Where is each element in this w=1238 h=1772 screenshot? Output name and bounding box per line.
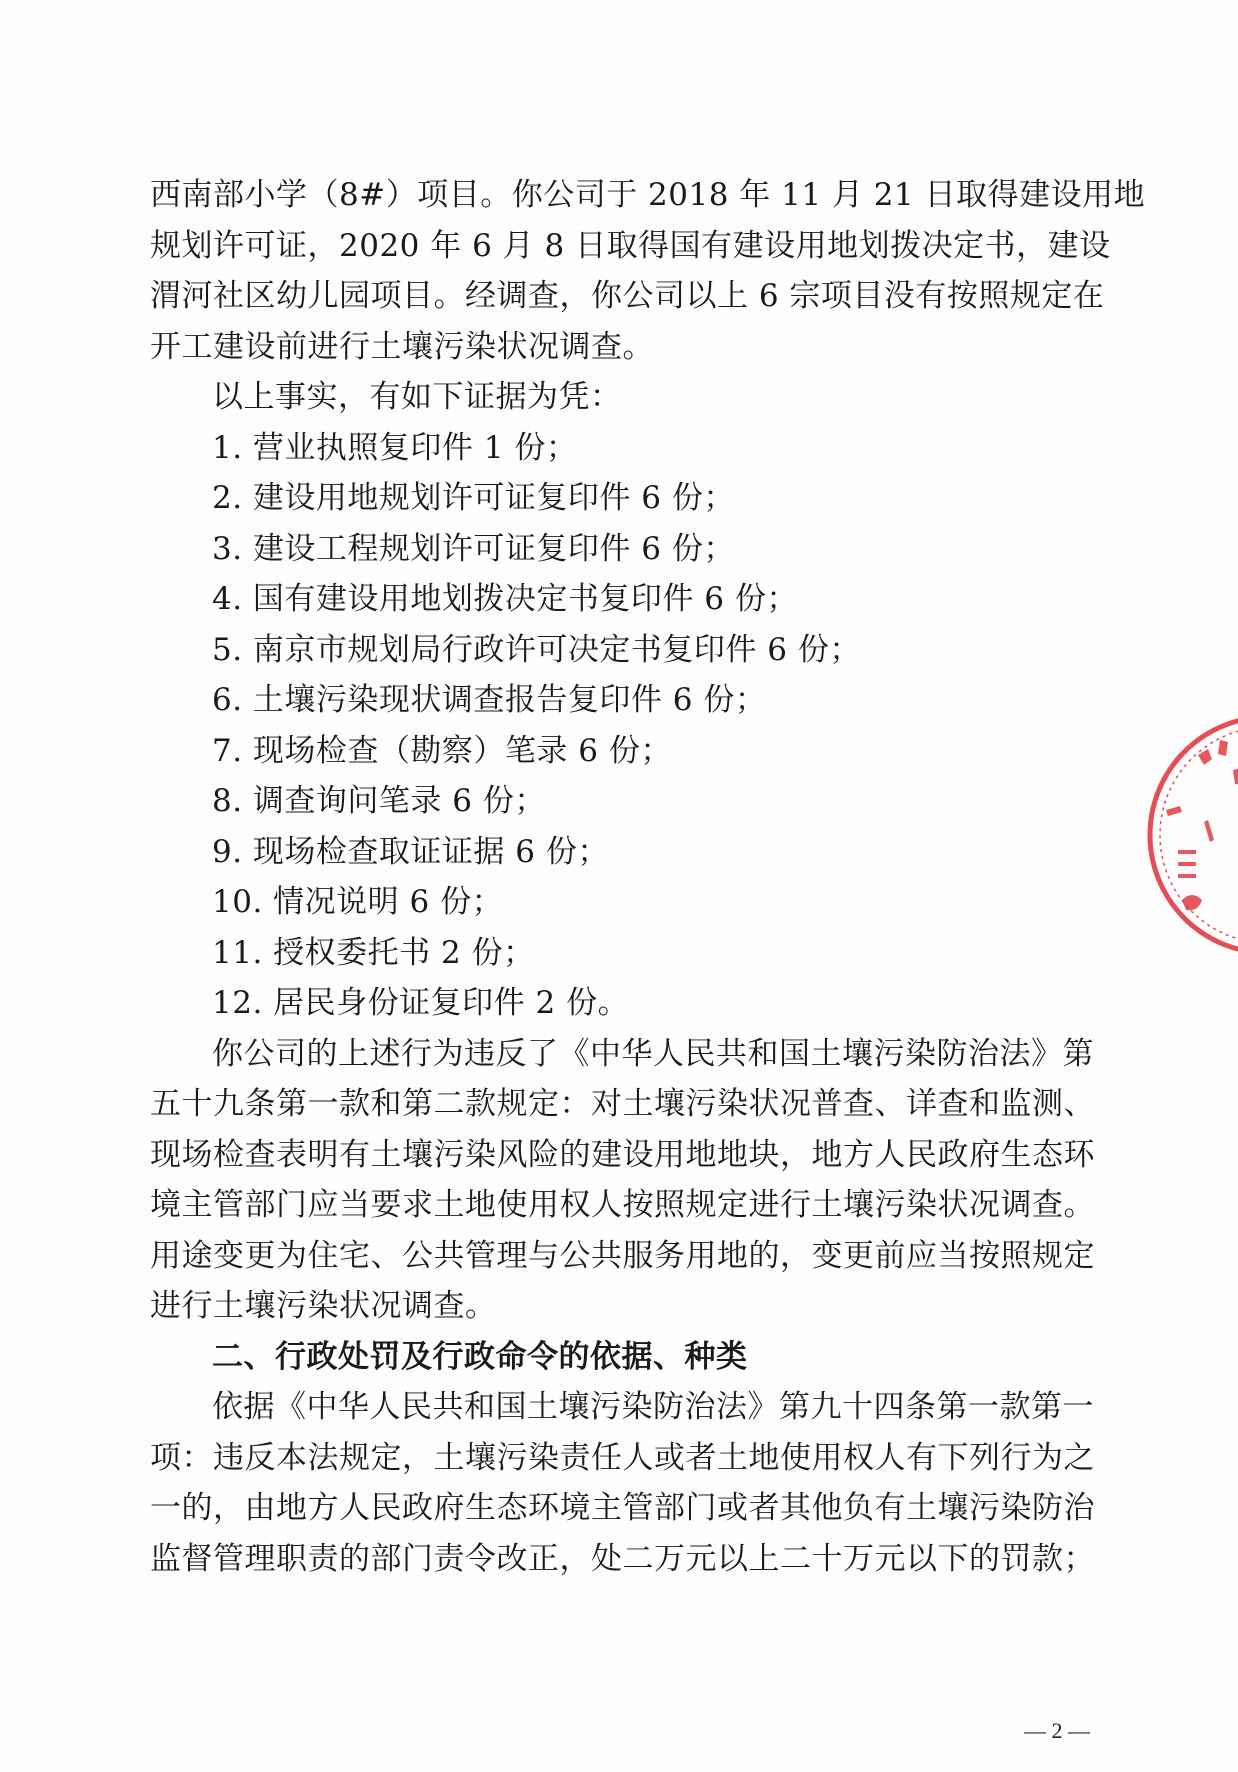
paragraph-line: 规划许可证，2020 年 6 月 8 日取得国有建设用地划拨决定书，建设 xyxy=(150,227,1111,264)
paragraph-line: 西南部小学（8#）项目。你公司于 2018 年 11 月 21 日取得建设用地 xyxy=(150,177,1146,213)
paragraph-line: 你公司的上述行为违反了《中华人民共和国土壤污染防治法》第 xyxy=(212,1035,1094,1072)
paragraph-line: 用途变更为住宅、公共管理与公共服务用地的，变更前应当按照规定 xyxy=(150,1237,1095,1274)
evidence-item: 11. 授权委托书 2 份； xyxy=(212,934,535,971)
evidence-item: 4. 国有建设用地划拨决定书复印件 6 份； xyxy=(212,581,798,617)
evidence-item: 7. 现场检查（勘察）笔录 6 份； xyxy=(212,732,672,769)
evidence-item: 6. 土壤污染现状调查报告复印件 6 份； xyxy=(212,682,767,718)
document-body xyxy=(150,170,1146,1584)
evidence-intro: 以上事实，有如下证据为凭： xyxy=(212,379,622,415)
paragraph-line: 五十九条第一款和第二款规定：对土壤污染状况普查、详查和监测、 xyxy=(150,1086,1095,1122)
page-number: — 2 — xyxy=(1024,1718,1090,1743)
official-seal-stamp xyxy=(1138,700,1238,970)
paragraph-line: 进行土壤污染状况调查。 xyxy=(150,1288,497,1324)
paragraph-line: 一的，由地方人民政府生态环境主管部门或者其他负有土壤污染防治 xyxy=(150,1490,1095,1526)
paragraph-line: 境主管部门应当要求土地使用权人按照规定进行土壤污染状况调查。 xyxy=(150,1187,1095,1223)
evidence-item: 10. 情况说明 6 份； xyxy=(212,884,504,920)
evidence-item: 5. 南京市规划局行政许可决定书复印件 6 份； xyxy=(212,631,861,668)
paragraph-line: 依据《中华人民共和国土壤污染防治法》第九十四条第一款第一 xyxy=(212,1389,1094,1425)
evidence-item: 8. 调查询问笔录 6 份； xyxy=(212,783,546,819)
evidence-item: 9. 现场检查取证证据 6 份； xyxy=(212,833,609,870)
paragraph-line: 开工建设前进行土壤污染状况调查。 xyxy=(150,328,654,365)
paragraph-line: 项：违反本法规定，土壤污染责任人或者土地使用权人有下列行为之 xyxy=(150,1439,1095,1476)
paragraph-line: 渭河社区幼儿园项目。经调查，你公司以上 6 宗项目没有按照规定在 xyxy=(150,278,1105,314)
evidence-item: 2. 建设用地规划许可证复印件 6 份； xyxy=(212,480,735,516)
evidence-item: 1. 营业执照复印件 1 份； xyxy=(212,429,578,466)
section-heading: 二、行政处罚及行政命令的依据、种类 xyxy=(212,1338,748,1375)
paragraph-line: 现场检查表明有土壤污染风险的建设用地地块，地方人民政府生态环 xyxy=(150,1136,1095,1173)
evidence-item: 12. 居民身份证复印件 2 份。 xyxy=(212,985,630,1021)
evidence-item: 3. 建设工程规划许可证复印件 6 份； xyxy=(212,530,735,567)
paragraph-line: 监督管理职责的部门责令改正，处二万元以上二十万元以下的罚款； xyxy=(150,1540,1095,1577)
